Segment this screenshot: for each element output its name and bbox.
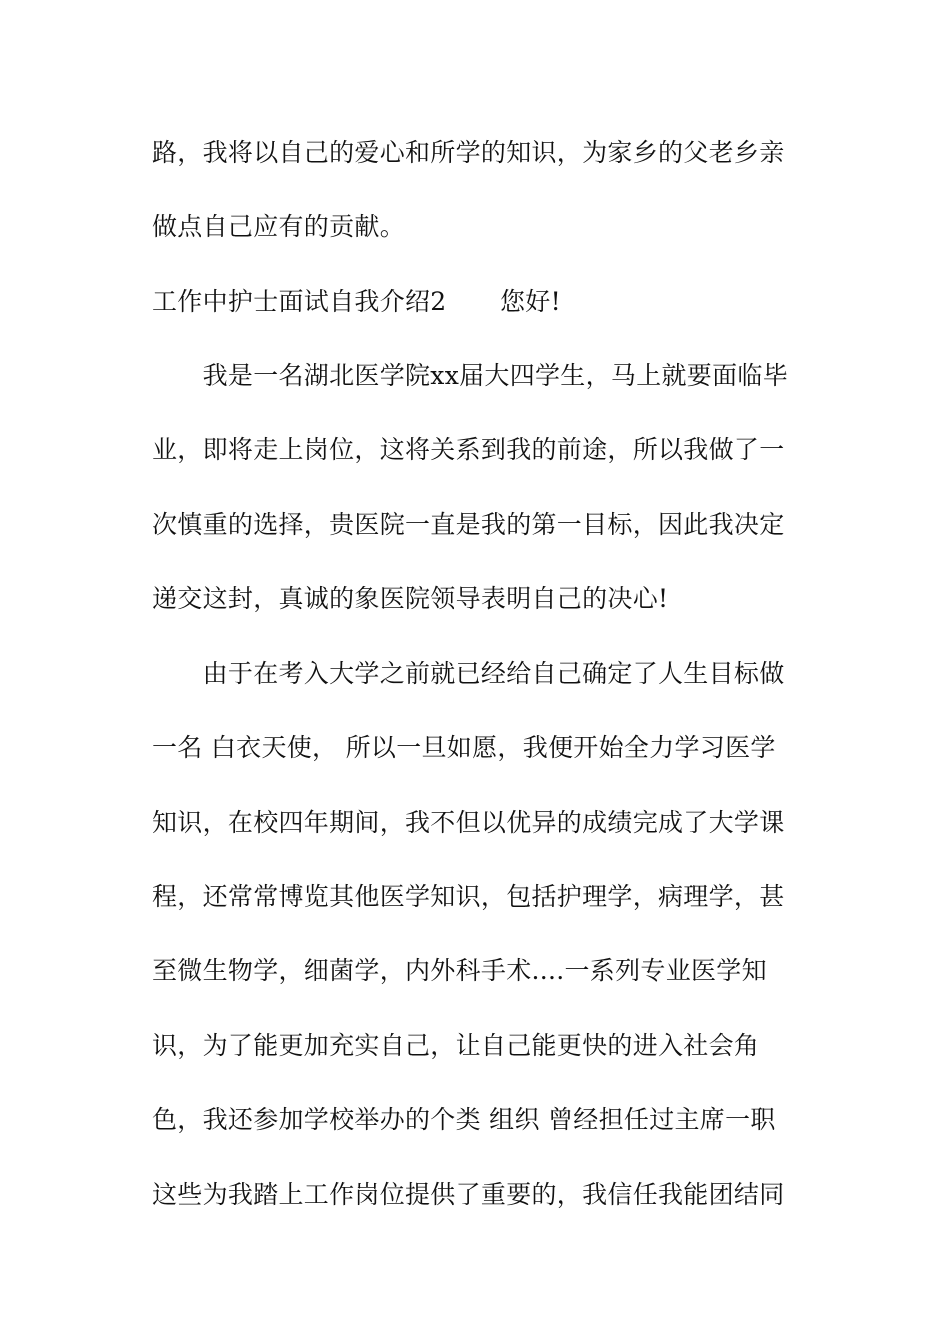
text-line-5: 业，即将走上岗位，这将关系到我的前途，所以我做了一 [152, 435, 785, 464]
text-line-8: 由于在考入大学之前就已经给自己确定了人生目标做 [152, 659, 785, 688]
text-line-15: 这些为我踏上工作岗位提供了重要的，我信任我能团结同 [152, 1180, 785, 1209]
text-line-2: 做点自己应有的贡献。 [152, 212, 406, 241]
heading-title: 工作中护士面试自我介绍2 [152, 287, 447, 316]
text-line-13: 识，为了能更加充实自己，让自己能更快的进入社会角 [152, 1031, 760, 1060]
text-line-10: 知识，在校四年期间，我不但以优异的成绩完成了大学课 [152, 808, 785, 837]
text-line-6: 次慎重的选择，贵医院一直是我的第一目标，因此我决定 [152, 510, 785, 539]
text-line-9: 一名 白衣天使， 所以一旦如愿，我便开始全力学习医学 [152, 733, 776, 762]
text-line-7: 递交这封，真诚的象医院领导表明自己的决心! [152, 584, 669, 613]
text-line-4: 我是一名湖北医学院xx届大四学生，马上就要面临毕 [152, 361, 789, 390]
section-heading [152, 282, 812, 322]
text-line-11: 程，还常常博览其他医学知识，包括护理学，病理学，甚 [152, 882, 785, 911]
text-line-12: 至微生物学，细菌学，内外科手术....一系列专业医学知 [152, 956, 767, 985]
text-line-1: 路，我将以自己的爱心和所学的知识，为家乡的父老乡亲 [152, 138, 785, 167]
heading-greeting: 您好! [500, 287, 561, 316]
text-line-14: 色，我还参加学校举办的个类 组织 曾经担任过主席一职 [152, 1105, 776, 1134]
